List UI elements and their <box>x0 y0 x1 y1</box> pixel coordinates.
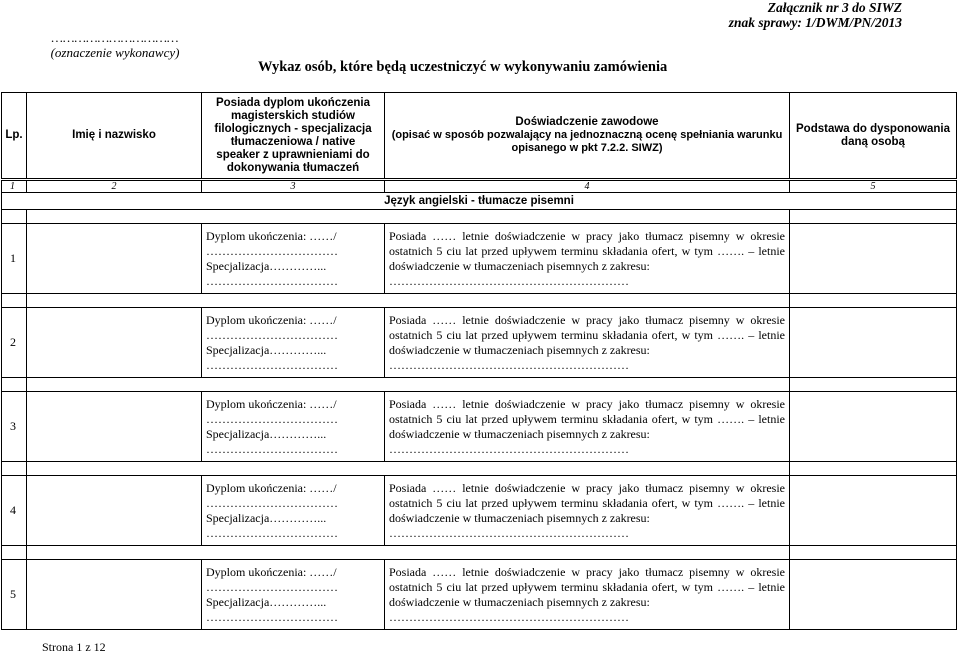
table-row <box>2 224 957 294</box>
experience-cell[interactable]: Posiada …… letnie doświadczenie w pracy jako tłumacz pisemny w okresie ostatnich 5 ciu lat przed upływem terminu składania ofert, w tym ……. – letnie doświadczenie w tłumaczeniach pisemnych z zakresu: …………………………………………………… <box>385 224 790 294</box>
table-row <box>2 392 957 462</box>
row-number: 4 <box>2 476 27 546</box>
col-number: 3 <box>202 180 385 193</box>
diploma-cell[interactable]: Dyplom ukończenia: ……/ …………………………… Specjalizacja…………... …………………………… <box>202 560 385 630</box>
table-row <box>2 308 957 378</box>
table-header-row <box>2 93 957 180</box>
experience-cell[interactable]: Posiada …… letnie doświadczenie w pracy jako tłumacz pisemny w okresie ostatnich 5 ciu lat przed upływem terminu składania ofert, w tym ……. – letnie doświadczenie w tłumaczeniach pisemnych z zakresu: …………………………………………………… <box>385 560 790 630</box>
experience-cell[interactable]: Posiada …… letnie doświadczenie w pracy jako tłumacz pisemny w okresie ostatnich 5 ciu lat przed upływem terminu składania ofert, w tym ……. – letnie doświadczenie w tłumaczeniach pisemnych z zakresu: …………………………………………………… <box>385 476 790 546</box>
experience-title: Doświadczenie zawodowe <box>515 116 659 128</box>
contractor-dots: …………………………… <box>51 30 179 45</box>
name-cell[interactable] <box>27 560 202 630</box>
contractor-block <box>40 30 190 60</box>
section-title: Język angielski - tłumacze pisemni <box>2 193 957 210</box>
name-cell[interactable] <box>27 476 202 546</box>
document-reference <box>729 0 902 30</box>
col-header-lp: Lp. <box>2 93 27 180</box>
page-current: 1 <box>76 640 83 654</box>
basis-cell[interactable] <box>790 224 957 294</box>
page-total: 12 <box>93 640 106 654</box>
page-footer <box>42 640 106 654</box>
col-header-basis: Podstawa do dysponowania daną osobą <box>790 93 957 180</box>
basis-cell[interactable] <box>790 476 957 546</box>
basis-cell[interactable] <box>790 392 957 462</box>
diploma-cell[interactable]: Dyplom ukończenia: ……/ …………………………… Specjalizacja…………... …………………………… <box>202 392 385 462</box>
name-cell[interactable] <box>27 224 202 294</box>
col-number: 4 <box>385 180 790 193</box>
row-number: 2 <box>2 308 27 378</box>
basis-cell[interactable] <box>790 560 957 630</box>
diploma-cell[interactable]: Dyplom ukończenia: ……/ …………………………… Specjalizacja…………... …………………………… <box>202 224 385 294</box>
diploma-cell[interactable]: Dyplom ukończenia: ……/ …………………………… Specjalizacja…………... …………………………… <box>202 476 385 546</box>
column-numbers-row <box>2 180 957 193</box>
page-separator: z <box>85 640 91 654</box>
row-number: 1 <box>2 224 27 294</box>
name-cell[interactable] <box>27 392 202 462</box>
col-number: 1 <box>2 180 27 193</box>
diploma-cell[interactable]: Dyplom ukończenia: ……/ …………………………… Specjalizacja…………... …………………………… <box>202 308 385 378</box>
name-cell[interactable] <box>27 308 202 378</box>
page-title: Wykaz osób, które będą uczestniczyć w wykonywaniu zamówienia <box>258 59 668 75</box>
col-header-name: Imię i nazwisko <box>27 93 202 180</box>
col-header-experience <box>385 93 790 180</box>
case-reference: znak sprawy: 1/DWM/PN/2013 <box>728 15 902 30</box>
table-row <box>2 560 957 630</box>
section-row <box>2 193 957 210</box>
experience-desc: (opisać w sposób pozwalający na jednoznaczną ocenę spełniania warunku opisanego w pkt 7.2.2. SIWZ) <box>391 129 783 154</box>
experience-cell[interactable]: Posiada …… letnie doświadczenie w pracy jako tłumacz pisemny w okresie ostatnich 5 ciu lat przed upływem terminu składania ofert, w tym ……. – letnie doświadczenie w tłumaczeniach pisemnych z zakresu: …………………………………………………… <box>385 308 790 378</box>
page-label: Strona <box>42 640 74 654</box>
personnel-table <box>1 92 957 630</box>
table-row <box>2 476 957 546</box>
col-number: 2 <box>27 180 202 193</box>
col-number: 5 <box>790 180 957 193</box>
row-number: 5 <box>2 560 27 630</box>
contractor-label: (oznaczenie wykonawcy) <box>50 45 180 60</box>
experience-cell[interactable]: Posiada …… letnie doświadczenie w pracy jako tłumacz pisemny w okresie ostatnich 5 ciu lat przed upływem terminu składania ofert, w tym ……. – letnie doświadczenie w tłumaczeniach pisemnych z zakresu: …………………………………………………… <box>385 392 790 462</box>
col-header-diploma: Posiada dyplom ukończenia magisterskich studiów filologicznych - specjalizacja tłumaczeniowa / native speaker z uprawnieniami do dokonywania tłumaczeń <box>202 93 385 180</box>
basis-cell[interactable] <box>790 308 957 378</box>
attachment-label: Załącznik nr 3 do SIWZ <box>767 0 902 15</box>
row-number: 3 <box>2 392 27 462</box>
